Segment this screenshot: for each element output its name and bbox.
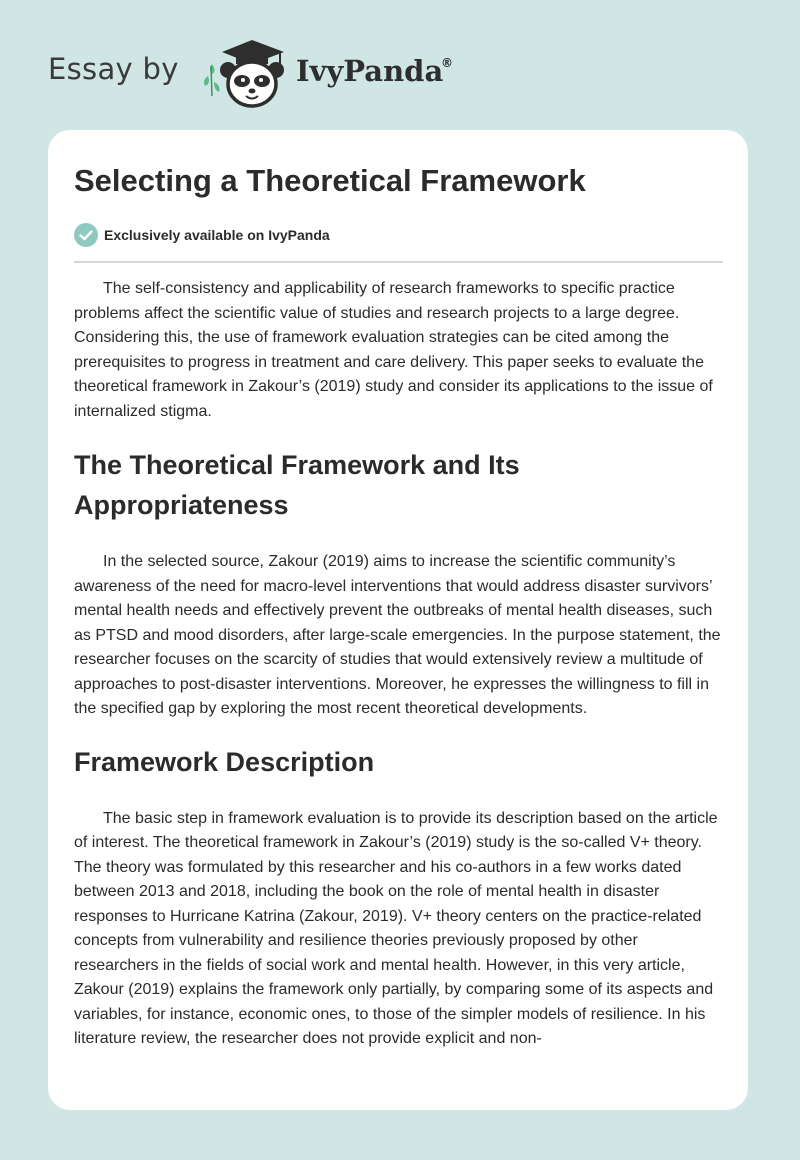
paragraph: The basic step in framework evaluation is to provide its description based on the article of interest. The theoretical framework in Zakour’s (2019) study is the so-called V+ theory. The theory was formulated by this researcher and his co-authors in a few works dated between 2013 and 2018, including the book on the role of mental health in disaster responses to Hurricane Katrina (Zakour, 2019). V+ theory centers on the practice-related concepts from vulnerability and resilience theories previously proposed by other researchers in the fields of social work and mental health. However, in this very article, Zakour (2019) explains the framework only partially, by comparing some of its aspects and variables, for instance, economic ones, to those of the simpler models of resilience. In his literature review, the researcher does not provide explicit and non- bbox=[74, 809, 718, 1047]
check-circle-icon bbox=[74, 223, 98, 247]
paragraph: In the selected source, Zakour (2019) aims to increase the scientific community’s awareness of the need for macro-level interventions that would address disaster survivors’ mental health needs and effectively prevent the outbreaks of mental health diseases, such as PTSD and mood disorders, after large-scale emergencies. In the purpose statement, the researcher focuses on the scarcity of studies that would extensively review a multitude of approaches to post-disaster interventions. Moreover, he expresses the willingness to fill in the specified gap by exploring the most recent theoretical developments. bbox=[74, 553, 721, 717]
exclusive-badge bbox=[74, 223, 330, 247]
brand-name[interactable]: IvyPanda bbox=[296, 54, 444, 88]
ivy-leaf-icon bbox=[204, 64, 219, 96]
essay-by-label: Essay by bbox=[48, 52, 179, 86]
section-heading: The Theoretical Framework and Its Appropriateness bbox=[74, 450, 520, 520]
registered-mark: ® bbox=[441, 56, 453, 70]
panda-logo-icon[interactable] bbox=[200, 36, 292, 110]
page-title: Selecting a Theoretical Framework bbox=[74, 163, 586, 198]
paragraph: The self-consistency and applicability of research frameworks to specific practice problems affect the scientific value of studies and research projects to a large degree. Considering this, the use of framework evaluation strategies can be cited among the prerequisites to progress in treatment and care delivery. This paper seeks to evaluate the theoretical framework in Zakour’s (2019) study and consider its applications to the issue of internalized stigma. bbox=[74, 280, 713, 420]
essay-body bbox=[74, 277, 724, 1052]
site-header bbox=[0, 0, 800, 130]
exclusive-badge-label: Exclusively available on IvyPanda bbox=[104, 227, 330, 243]
essay-card bbox=[48, 130, 748, 1110]
divider bbox=[74, 261, 723, 263]
section-heading: Framework Description bbox=[74, 746, 375, 777]
